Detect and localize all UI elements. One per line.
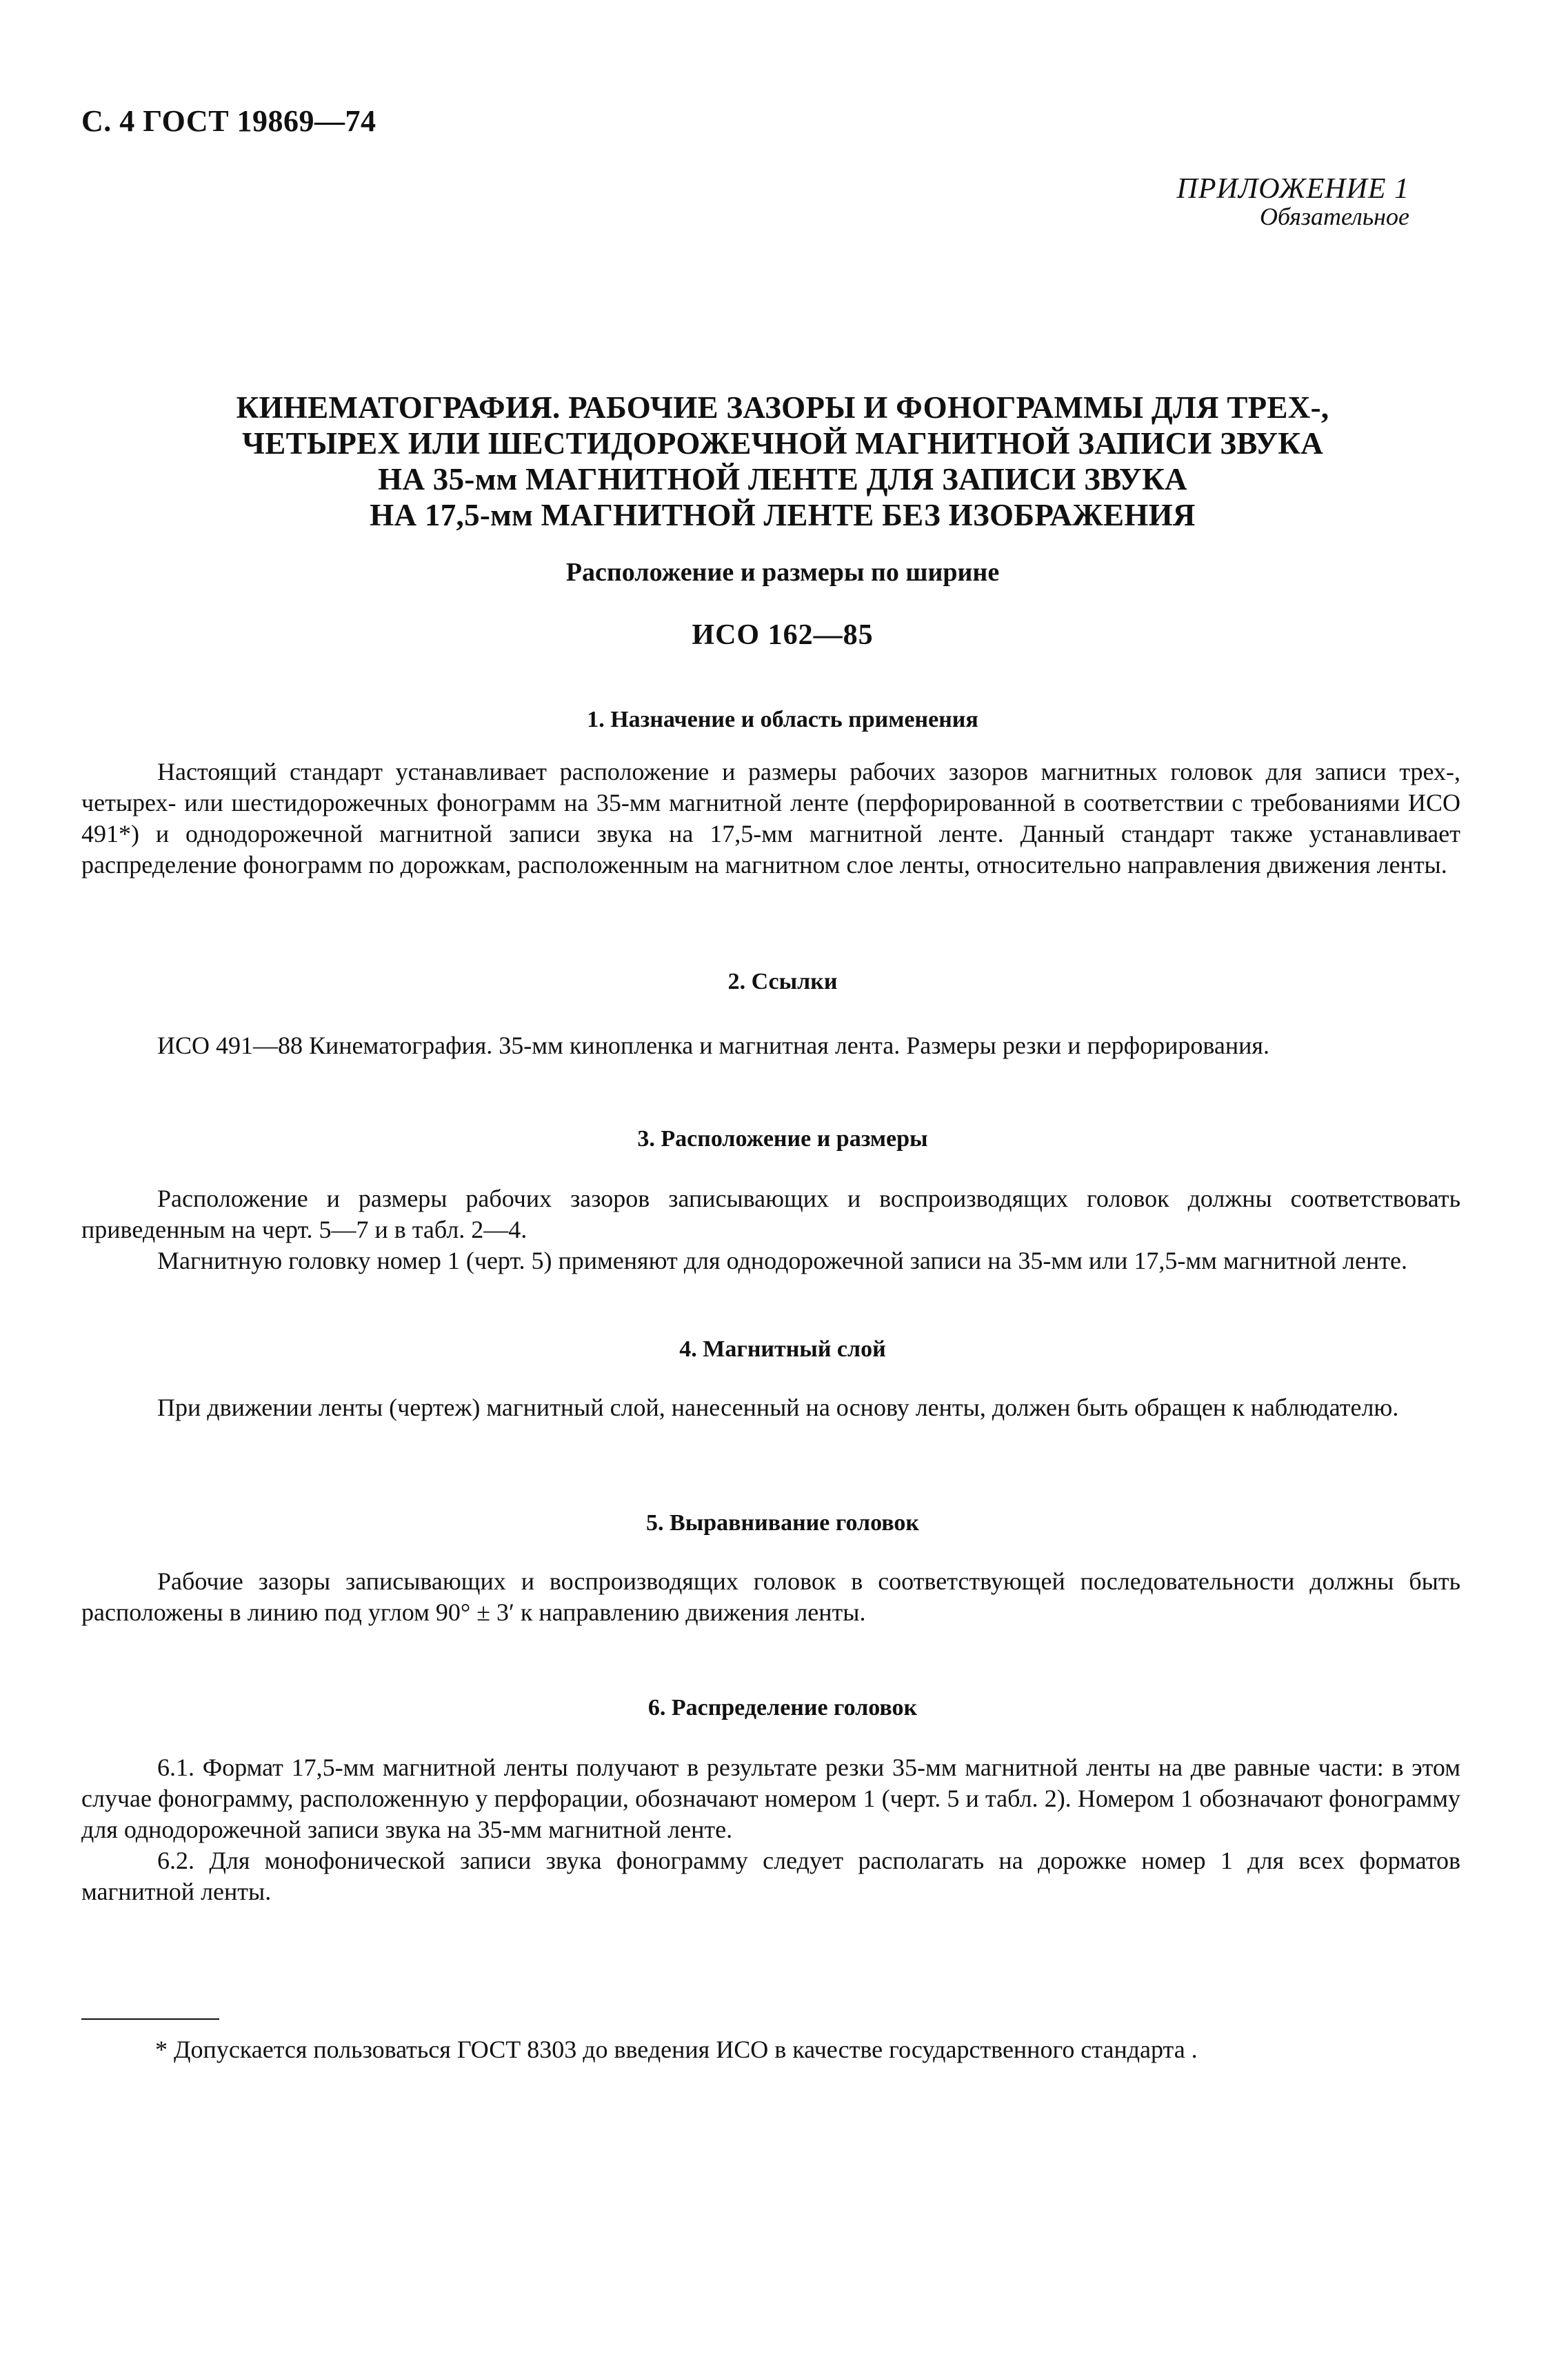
paragraph: При движении ленты (чертеж) магнитный слой, нанесенный на основу ленты, должен быть обращен к наблюдателю. xyxy=(157,1394,1399,1421)
section-heading-1: 1. Назначение и область применения xyxy=(587,707,978,732)
paragraph: Рабочие зазоры записывающих и воспроизводящих головок в соответствующей последовательности должны быть расположены в линию под углом 90° ± 3′ к направлению движения ленты. xyxy=(81,1567,1460,1626)
paragraph: Расположение и размеры рабочих зазоров записывающих и воспроизводящих головок должны соответствовать приведенным на черт. 5—7 и в табл. 2—4. xyxy=(81,1185,1460,1243)
paragraph: ИСО 491—88 Кинематография. 35-мм кинопленка и магнитная лента. Размеры резки и перфорирования. xyxy=(157,1032,1269,1059)
title-line: КИНЕМАТОГРАФИЯ. РАБОЧИЕ ЗАЗОРЫ И ФОНОГРАММЫ ДЛЯ ТРЕХ-, xyxy=(236,390,1329,425)
iso-number: ИСО 162—85 xyxy=(692,619,874,651)
section-body-3 xyxy=(81,1183,1460,1276)
appendix-label xyxy=(1177,174,1409,230)
document-subtitle: Расположение и размеры по ширине xyxy=(565,558,1000,587)
title-line: НА 35-мм МАГНИТНОЙ ЛЕНТЕ ДЛЯ ЗАПИСИ ЗВУКА xyxy=(378,462,1187,496)
page-header: С. 4 ГОСТ 19869—74 xyxy=(81,104,376,138)
section-heading-5: 5. Выравнивание головок xyxy=(646,1510,919,1536)
section-heading-4: 4. Магнитный слой xyxy=(679,1336,886,1362)
section-heading-2: 2. Ссылки xyxy=(727,969,838,994)
section-heading-3: 3. Расположение и размеры xyxy=(637,1126,928,1152)
appendix-title: ПРИЛОЖЕНИЕ 1 xyxy=(1176,173,1409,205)
appendix-status: Обязательное xyxy=(1260,203,1409,231)
section-heading-6: 6. Распределение головок xyxy=(647,1695,918,1720)
paragraph: Магнитную головку номер 1 (черт. 5) применяют для однодорожечной записи на 35-мм или 17,5-мм магнитной ленте. xyxy=(157,1247,1407,1274)
paragraph: Настоящий стандарт устанавливает расположение и размеры рабочих зазоров магнитных головок для записи трех-, четырех- или шестидорожечных фонограмм на 35-мм магнитной ленте (перфорированной в соответствии с требованиями ИСО 491*) и однодорожечной магнитной записи звука на 17,5-мм магнитной ленте. Данный стандарт также устанавливает распределение фонограмм по дорожкам, расположенным на магнитном слое ленты, относительно направления движения ленты. xyxy=(81,758,1460,879)
title-line: ЧЕТЫРЕХ ИЛИ ШЕСТИДОРОЖЕЧНОЙ МАГНИТНОЙ ЗАПИСИ ЗВУКА xyxy=(241,426,1324,461)
section-body-4 xyxy=(81,1392,1460,1423)
section-body-1 xyxy=(81,756,1460,881)
paragraph: 6.1. Формат 17,5-мм магнитной ленты получают в результате резки 35-мм магнитной ленты на две равные части: в этом случае фонограмму, расположенную у перфорации, обозначают номером 1 (черт. 5 и табл. 2). Номером 1 обозначают фонограмму для однодорожечной записи звука на 35-мм магнитной ленте. xyxy=(81,1754,1460,1843)
section-body-6 xyxy=(81,1752,1460,1907)
paragraph: 6.2. Для монофонической записи звука фонограмму следует располагать на дорожке номер 1 для всех форматов магнитной ленты. xyxy=(81,1847,1460,1905)
footnote: * Допускается пользоваться ГОСТ 8303 до введения ИСО в качестве государственного стандарта . xyxy=(155,2036,1198,2063)
section-body-2 xyxy=(81,1030,1460,1061)
document-title xyxy=(124,390,1441,533)
section-body-5 xyxy=(81,1566,1460,1628)
footnote-divider xyxy=(81,2018,219,2020)
title-line: НА 17,5-мм МАГНИТНОЙ ЛЕНТЕ БЕЗ ИЗОБРАЖЕНИЯ xyxy=(370,498,1196,532)
